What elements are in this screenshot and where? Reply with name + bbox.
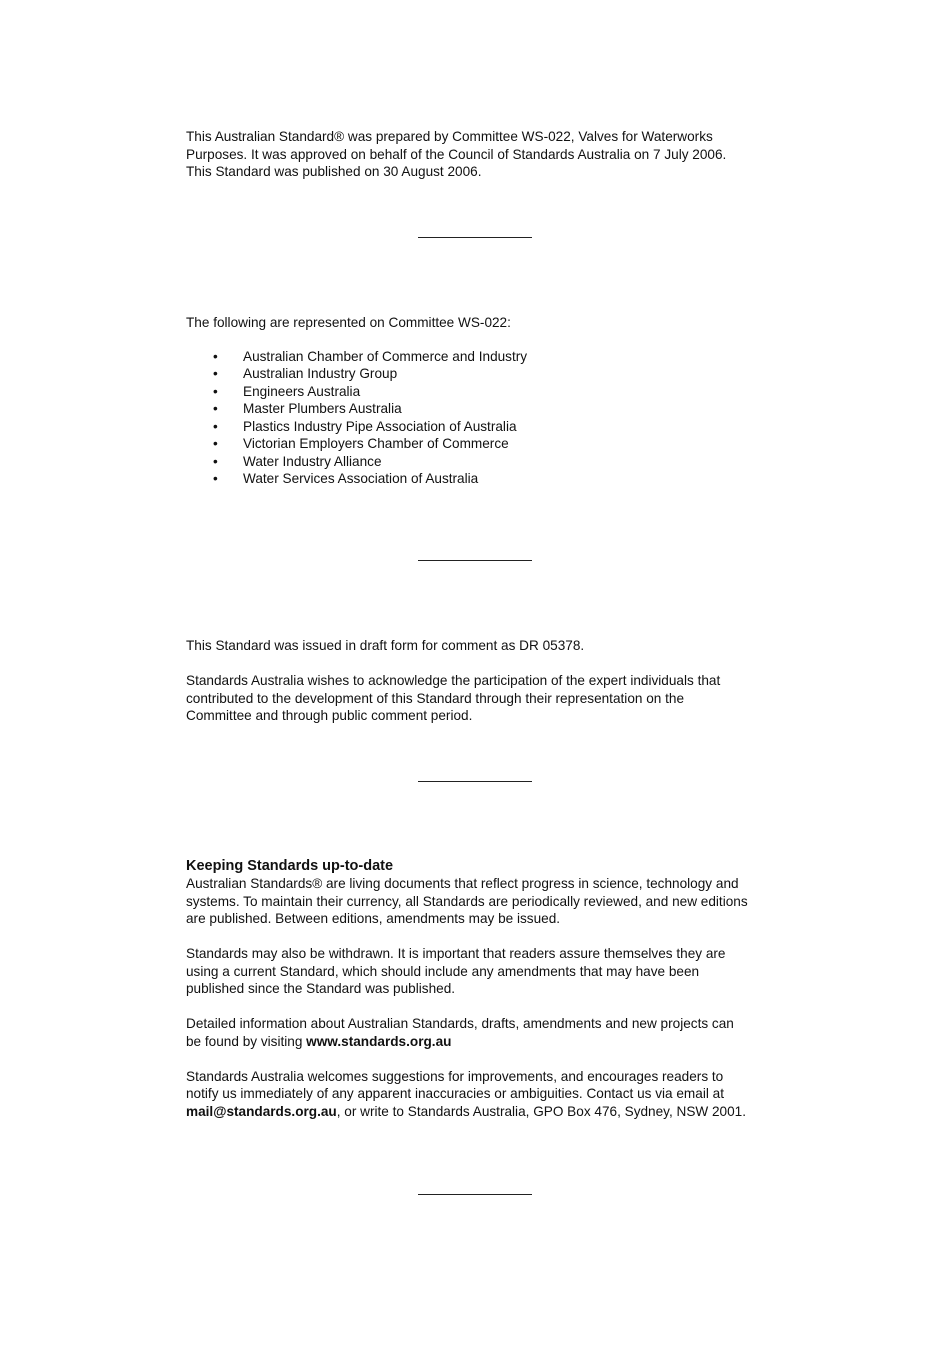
draft-section xyxy=(186,637,786,725)
ack-line-1: Standards Australia wishes to acknowledge the participation of the expert individuals that xyxy=(186,673,721,688)
keeping-section xyxy=(186,857,796,1120)
list-item xyxy=(186,383,786,401)
ack-line-2: contributed to the development of this Standard through their representation on the xyxy=(186,690,685,706)
keeping-p4-line-1: Standards Australia welcomes suggestions for improvements, and encourages readers to xyxy=(186,1068,724,1084)
list-item xyxy=(186,418,786,436)
keeping-paragraph-4 xyxy=(186,1068,796,1121)
ack-line-3: Committee and through public comment period. xyxy=(186,708,473,723)
member-name: Plastics Industry Pipe Association of Australia xyxy=(243,418,517,434)
keeping-p1-line-1: Australian Standards® are living documents that reflect progress in science, technology and xyxy=(186,876,739,891)
keeping-p3-line-1: Detailed information about Australian Standards, drafts, amendments and new projects can xyxy=(186,1016,734,1031)
bullet-icon: • xyxy=(213,348,218,364)
committee-section xyxy=(186,314,786,488)
draft-issued: This Standard was issued in draft form for comment as DR 05378. xyxy=(186,638,585,653)
member-name: Master Plumbers Australia xyxy=(243,401,402,416)
preparation-statement xyxy=(186,128,786,181)
prep-line-1: This Australian Standard® was prepared by Committee WS-022, Valves for Waterworks xyxy=(186,129,713,144)
list-item xyxy=(186,348,786,366)
divider-4 xyxy=(418,1194,532,1195)
keeping-p1-line-2: systems. To maintain their currency, all Standards are periodically reviewed, and new editions xyxy=(186,893,748,909)
list-item xyxy=(186,365,786,383)
member-name: Australian Chamber of Commerce and Industry xyxy=(243,348,528,364)
member-name: Engineers Australia xyxy=(243,383,361,399)
website-link[interactable]: www.standards.org.au xyxy=(306,1033,452,1049)
member-name: Water Services Association of Australia xyxy=(243,471,479,486)
keeping-p4-line-2: notify us immediately of any apparent inaccuracies or ambiguities. Contact us via email at xyxy=(186,1086,724,1101)
list-item xyxy=(186,435,786,453)
bullet-icon: • xyxy=(213,436,218,451)
keeping-p2-line-2: using a current Standard, which should include any amendments that may have been xyxy=(186,963,700,979)
keeping-p2-line-3: published since the Standard was published. xyxy=(186,981,456,996)
bullet-icon: • xyxy=(213,453,218,469)
keeping-p1-line-3: are published. Between editions, amendments may be issued. xyxy=(186,911,561,926)
list-item xyxy=(186,400,786,418)
divider-1 xyxy=(418,237,532,238)
keeping-p4-line-3 xyxy=(186,1103,796,1121)
list-item xyxy=(186,470,786,488)
keeping-p3-line-2 xyxy=(186,1033,796,1051)
bullet-icon: • xyxy=(213,401,218,416)
email-link[interactable]: mail@standards.org.au xyxy=(186,1103,337,1119)
committee-intro: The following are represented on Committee WS-022: xyxy=(186,315,511,330)
keeping-paragraph-1 xyxy=(186,875,796,928)
list-item xyxy=(186,453,786,471)
bullet-icon: • xyxy=(213,418,218,434)
member-name: Water Industry Alliance xyxy=(243,453,382,469)
divider-3 xyxy=(418,781,532,782)
keeping-p2-line-1: Standards may also be withdrawn. It is important that readers assure themselves they are xyxy=(186,946,726,961)
divider-2 xyxy=(418,560,532,561)
bullet-icon: • xyxy=(213,471,218,486)
committee-member-list xyxy=(186,348,786,488)
bullet-icon: • xyxy=(213,383,218,399)
section-heading: Keeping Standards up-to-date xyxy=(186,858,394,874)
prep-line-3: This Standard was published on 30 August 2006. xyxy=(186,164,482,179)
keeping-paragraph-2 xyxy=(186,945,796,998)
keeping-paragraph-3 xyxy=(186,1015,796,1050)
member-name: Victorian Employers Chamber of Commerce xyxy=(243,436,509,451)
keeping-p4-suffix: , or write to Standards Australia, GPO Box 476, Sydney, NSW 2001. xyxy=(336,1103,747,1119)
keeping-p3-prefix: be found by visiting xyxy=(186,1033,307,1049)
acknowledgement-paragraph xyxy=(186,672,786,725)
bullet-icon: • xyxy=(213,366,218,381)
member-name: Australian Industry Group xyxy=(243,366,398,381)
prep-line-2: Purposes. It was approved on behalf of the Council of Standards Australia on 7 July 2006. xyxy=(186,146,727,162)
